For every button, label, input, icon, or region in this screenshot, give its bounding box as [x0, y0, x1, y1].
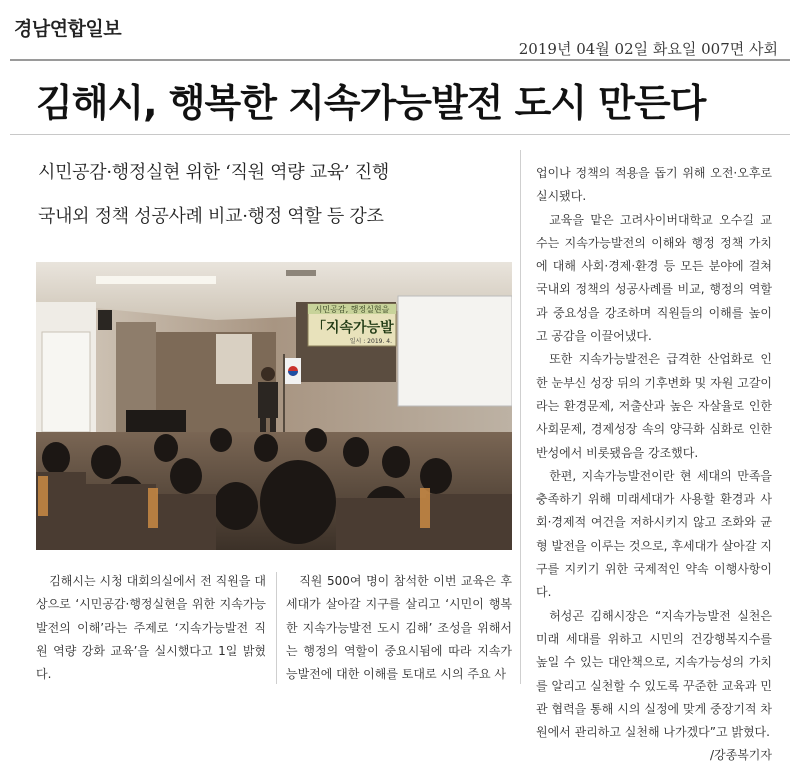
column-divider	[276, 572, 277, 684]
newspaper-masthead: 경남연합일보	[14, 18, 122, 40]
article-column-1: 김해시는 시청 대회의실에서 전 직원을 대상으로 ‘시민공감·행정실현을 위한 지속가능발전의 이해’라는 주제로 ‘지속가능발전 직원 역량 강화 교육’을 실시했다고 1일 밝혔다.	[36, 574, 266, 682]
article-paragraph: 교육을 맡은 고려사이버대학교 오수길 교수는 지속가능발전의 이해와 행정 정책 가치에 대해 사회·경제·환경 등 모든 분야에 걸쳐 국내외 정책의 성공사례를 비교, 행정의 역할과 중요성을 강조하며 직원들의 이해를 높이고 공감을 이끌어냈다.	[536, 212, 772, 344]
byline: /강종복기자	[709, 748, 772, 763]
article-paragraph: 또한 지속가능발전은 급격한 산업화로 인한 눈부신 성장 뒤의 기후변화 및 자원 고갈이라는 환경문제, 저출산과 높은 자살율로 인한 사회문제, 경제성장 속의 양극화 심화로 인한 반성에서 비롯됐음을 강조했다.	[536, 352, 772, 460]
subhead-1: 시민공감·행정실현 위한 ‘직원 역량 교육’ 진행	[38, 162, 389, 183]
column-divider	[520, 150, 521, 684]
photo-banner-line2: 「지속가능발	[312, 320, 394, 336]
article-paragraph: 허성곤 김해시장은 “지속가능발전 실천은 미래 세대를 위하고 시민의 건강행복지수를 높일 수 있는 대안책으로, 지속가능성의 가치를 알리고 실천할 수 있도록 꾸준한 교육과 민관 협력을 통해 시의 실정에 맞게 중장기적 차원에서 관리하고 실천해 나가겠다”고 밝혔다.	[536, 608, 772, 740]
article-paragraph: 업이나 정책의 적용을 돕기 위해 오전·오후로 실시됐다.	[536, 166, 772, 204]
photo-banner-line3: 일시 : 2019. 4.	[349, 338, 392, 345]
top-rule	[10, 59, 790, 61]
photo-banner-line1: 시민공감, 행정실현을	[314, 305, 390, 314]
article-column-2: 직원 500여 명이 참석한 이번 교육은 후세대가 살아갈 지구를 살리고 ‘시민이 행복한 지속가능발전 도시 김해’ 조성을 위해서는 행정의 역할이 중요시됨에 따라 지속가능발전에 대한 이해를 토대로 시의 주요 사	[286, 574, 512, 682]
article-column-3	[536, 162, 772, 768]
dateline: 2019년 04월 02일 화요일 007면 사회	[518, 40, 778, 58]
article-paragraph: 한편, 지속가능발전이란 현 세대의 만족을 충족하기 위해 미래세대가 사용할 환경과 사회·경제적 여건을 저하시키지 않고 조화와 균형 발전을 이루는 것으로, 후세대가 살아갈 지구를 지키기 위한 국제적인 약속 이행사항이다.	[536, 468, 772, 600]
headline-rule	[10, 134, 790, 135]
article-photo	[36, 262, 512, 550]
headline: 김해시, 행복한 지속가능발전 도시 만든다	[36, 81, 706, 125]
subhead-2: 국내외 정책 성공사례 비교·행정 역할 등 강조	[38, 206, 384, 227]
